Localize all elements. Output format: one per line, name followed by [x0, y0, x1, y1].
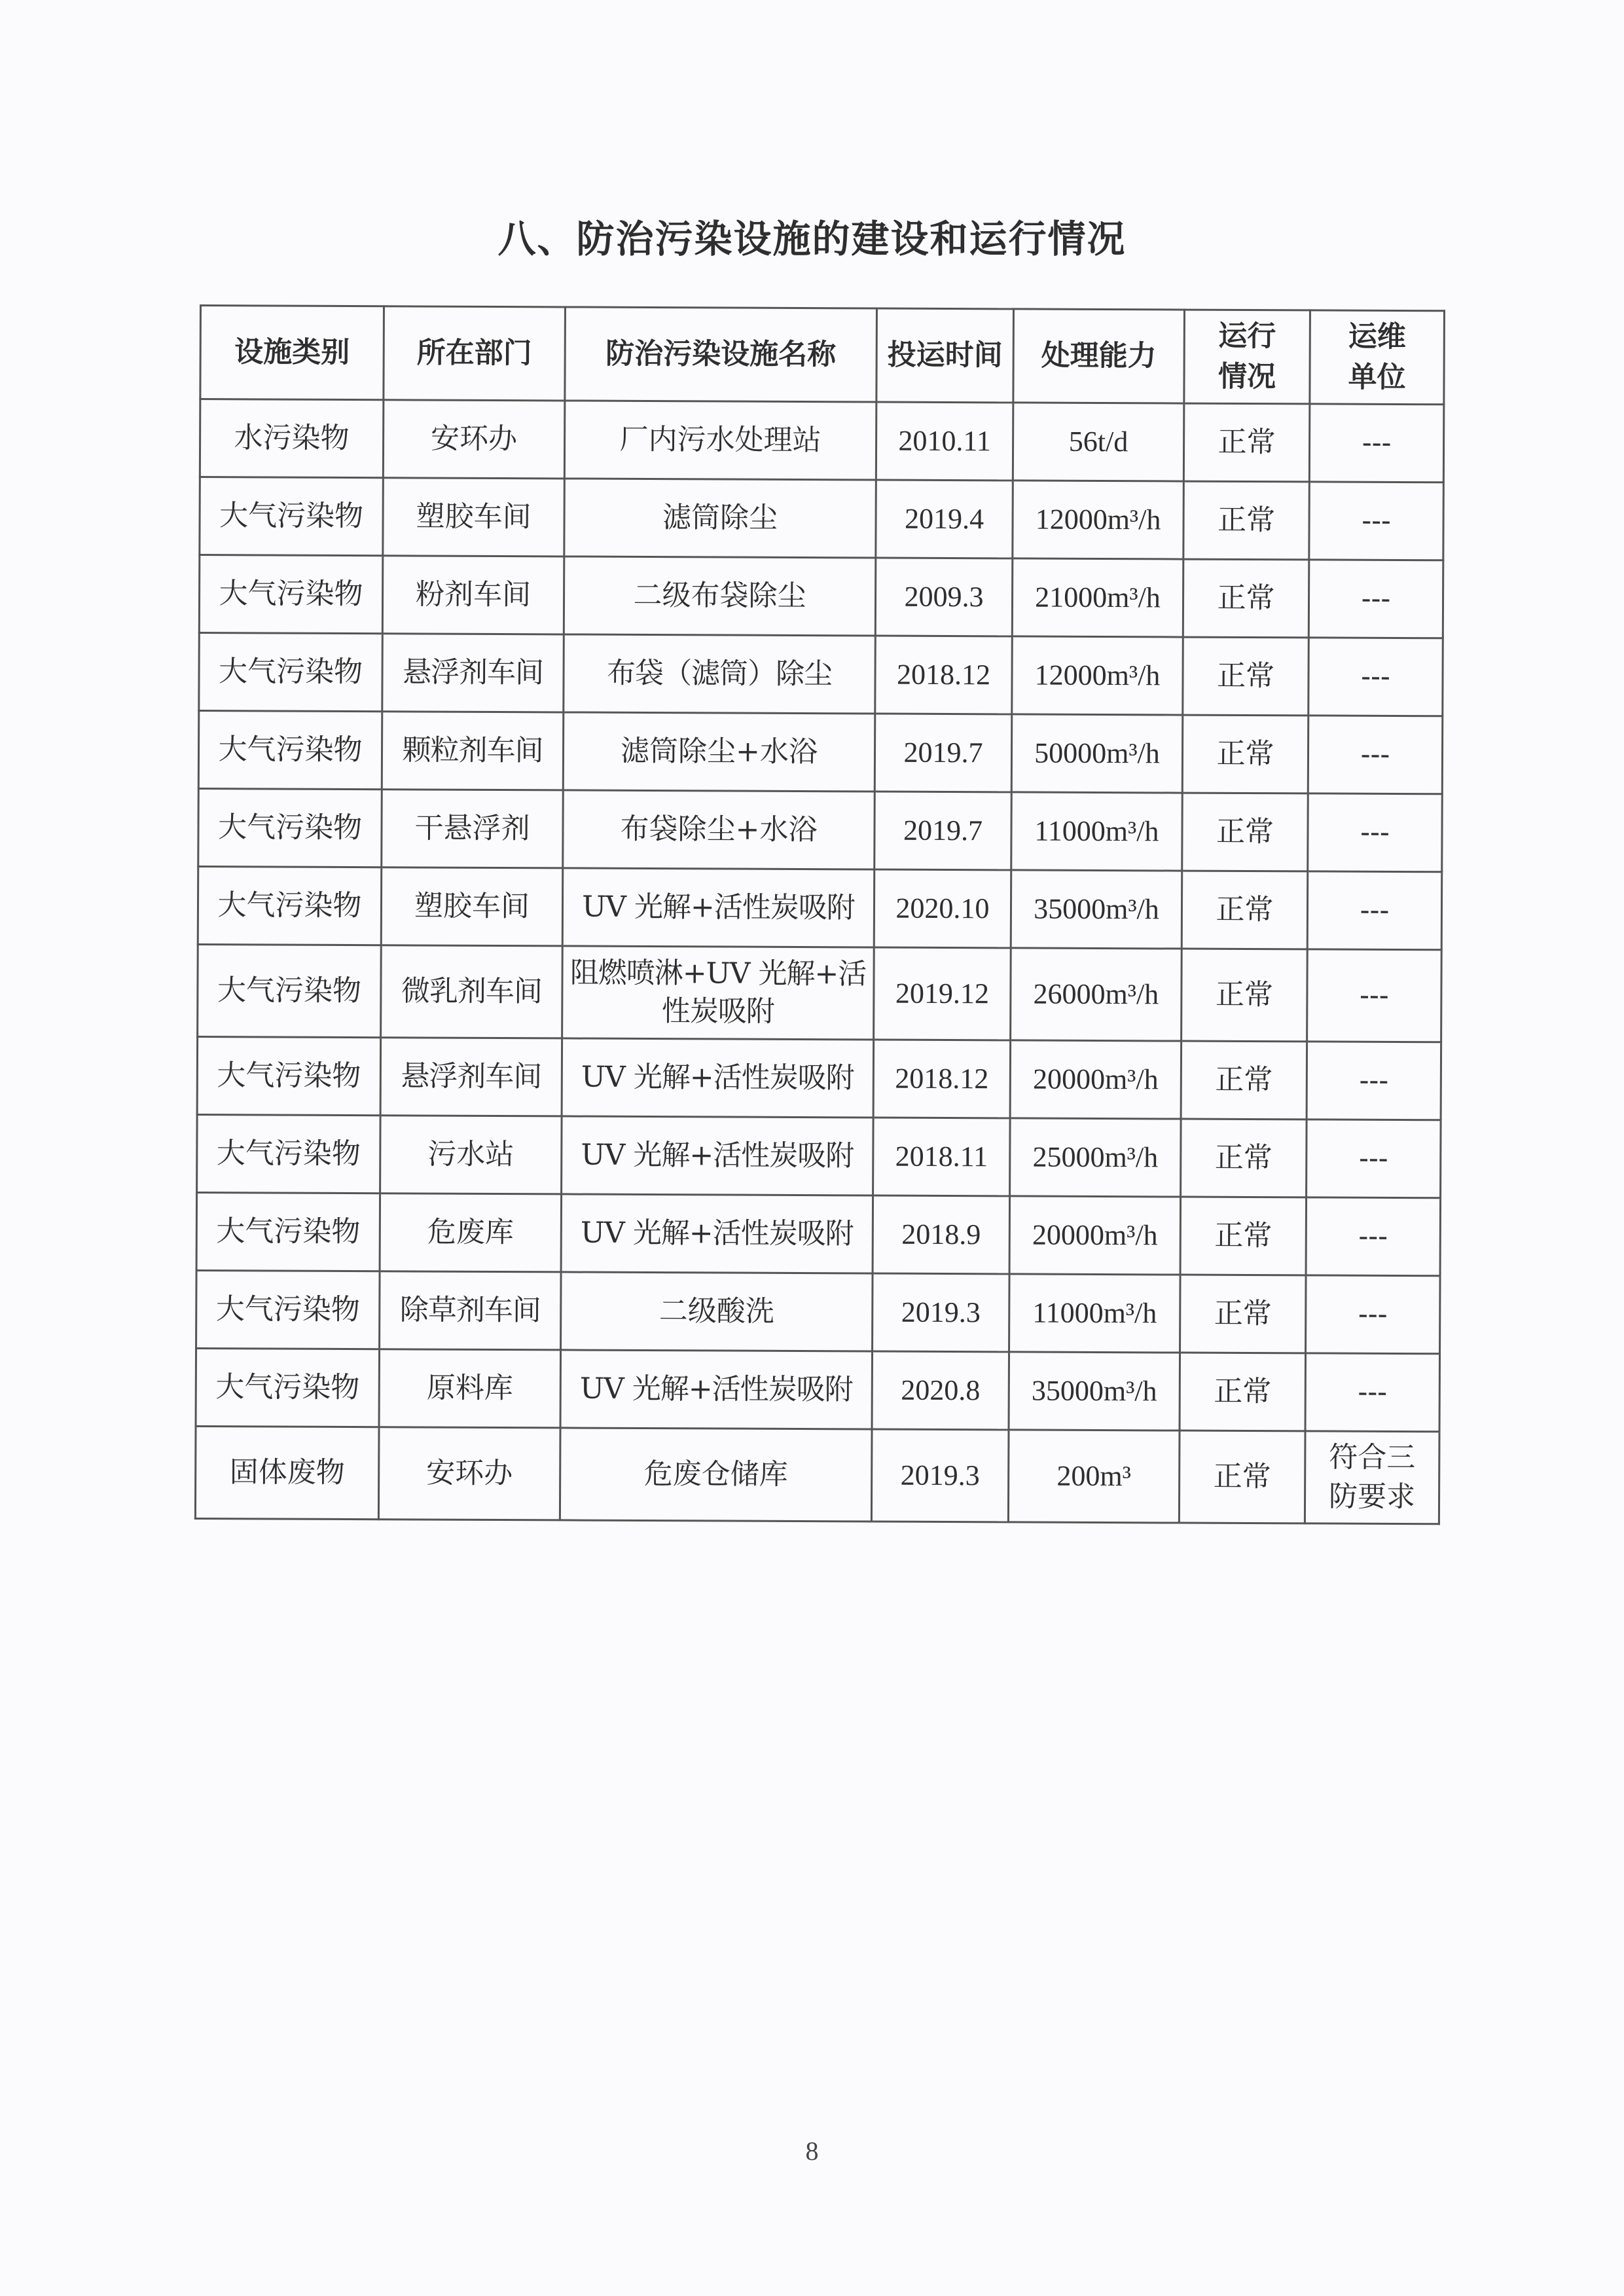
- cell-capacity: 12000m³/h: [1012, 636, 1183, 715]
- cell-status: 正常: [1183, 559, 1309, 638]
- page-title: 八、防治污染设施的建设和运行情况: [497, 217, 1127, 261]
- cell-department: 塑胶车间: [381, 867, 563, 946]
- cell-operator: ---: [1307, 1120, 1441, 1198]
- cell-operator: ---: [1308, 793, 1443, 872]
- cell-facility: 滤筒除尘+水浴: [563, 712, 875, 792]
- cell-status: 正常: [1181, 1119, 1307, 1197]
- table-row: [199, 555, 1443, 638]
- cell-commissioned: 2020.10: [874, 869, 1011, 948]
- cell-commissioned: 2018.12: [873, 1040, 1011, 1118]
- cell-facility: 危废仓储库: [560, 1428, 872, 1522]
- cell-commissioned: 2019.12: [874, 947, 1011, 1040]
- cell-facility: 厂内污水处理站: [564, 401, 876, 480]
- cell-capacity: 25000m³/h: [1010, 1118, 1182, 1197]
- cell-commissioned: 2018.11: [873, 1118, 1011, 1196]
- cell-capacity: 26000m³/h: [1011, 948, 1182, 1041]
- cell-facility: UV 光解+活性炭吸附: [562, 868, 875, 947]
- cell-commissioned: 2019.3: [873, 1273, 1010, 1352]
- header-category: 设施类别: [200, 306, 384, 400]
- cell-department: 除草剂车间: [380, 1271, 562, 1350]
- table-row: [198, 788, 1443, 871]
- cell-department: 安环办: [383, 400, 565, 479]
- cell-operator: ---: [1305, 1353, 1440, 1432]
- cell-status: 正常: [1180, 1275, 1307, 1353]
- cell-operator: 符合三防要求: [1305, 1431, 1439, 1524]
- cell-category: 大气污染物: [198, 866, 382, 945]
- cell-capacity: 50000m³/h: [1011, 714, 1183, 793]
- header-operator: 运维单位: [1310, 310, 1445, 405]
- cell-department: 悬浮剂车间: [382, 634, 564, 712]
- cell-category: 大气污染物: [198, 788, 382, 867]
- cell-operator: ---: [1307, 949, 1442, 1042]
- cell-category: 大气污染物: [198, 944, 382, 1037]
- table-row: [198, 866, 1442, 949]
- cell-operator: ---: [1308, 716, 1443, 794]
- cell-commissioned: 2018.9: [873, 1195, 1010, 1274]
- header-commissioned: 投运时间: [876, 308, 1014, 403]
- cell-operator: ---: [1309, 404, 1444, 483]
- cell-department: 粉剂车间: [382, 556, 564, 634]
- cell-category: 大气污染物: [196, 1348, 380, 1427]
- cell-facility: 二级布袋除尘: [564, 556, 876, 636]
- cell-facility: UV 光解+活性炭吸附: [561, 1194, 873, 1273]
- cell-department: 悬浮剂车间: [380, 1038, 562, 1116]
- cell-status: 正常: [1182, 793, 1308, 871]
- cell-capacity: 12000m³/h: [1013, 481, 1184, 559]
- cell-facility: 阻燃喷淋+UV 光解+活性炭吸附: [562, 946, 875, 1040]
- table-row: [195, 1426, 1439, 1523]
- table-header-row: [200, 306, 1445, 405]
- cell-facility: 滤筒除尘: [564, 479, 876, 558]
- cell-commissioned: 2019.4: [876, 480, 1013, 558]
- cell-category: 大气污染物: [199, 633, 383, 712]
- table-row: [197, 1114, 1441, 1197]
- cell-category: 大气污染物: [197, 1036, 381, 1115]
- table-row: [198, 711, 1443, 794]
- cell-status: 正常: [1181, 1041, 1307, 1120]
- cell-status: 正常: [1179, 1430, 1305, 1523]
- cell-commissioned: 2010.11: [876, 402, 1013, 481]
- cell-operator: ---: [1307, 1042, 1441, 1120]
- cell-category: 大气污染物: [199, 555, 383, 634]
- cell-operator: ---: [1306, 1197, 1441, 1276]
- cell-facility: 布袋（滤筒）除尘: [564, 634, 876, 714]
- table-row: [198, 944, 1442, 1042]
- cell-department: 颗粒剂车间: [382, 712, 564, 790]
- cell-commissioned: 2019.7: [875, 714, 1012, 792]
- cell-commissioned: 2018.12: [875, 636, 1013, 714]
- table-row: [200, 477, 1444, 560]
- cell-department: 原料库: [379, 1349, 561, 1428]
- cell-department: 微乳剂车间: [381, 945, 563, 1038]
- cell-department: 危废库: [380, 1194, 562, 1272]
- pollution-facilities-table: [194, 304, 1445, 1525]
- cell-status: 正常: [1180, 1353, 1306, 1431]
- cell-department: 安环办: [378, 1427, 560, 1520]
- cell-status: 正常: [1180, 1197, 1307, 1275]
- cell-facility: UV 光解+活性炭吸附: [562, 1116, 874, 1195]
- cell-facility: 布袋除尘+水浴: [563, 790, 875, 869]
- cell-status: 正常: [1183, 637, 1309, 716]
- cell-facility: UV 光解+活性炭吸附: [562, 1038, 874, 1118]
- cell-status: 正常: [1182, 871, 1308, 949]
- cell-commissioned: 2019.3: [871, 1429, 1009, 1522]
- cell-facility: 二级酸洗: [561, 1272, 873, 1351]
- table-row: [196, 1348, 1440, 1431]
- cell-capacity: 35000m³/h: [1011, 870, 1182, 949]
- cell-capacity: 21000m³/h: [1012, 558, 1183, 637]
- table-row: [200, 399, 1444, 483]
- header-department: 所在部门: [384, 306, 566, 401]
- cell-commissioned: 2020.8: [872, 1351, 1009, 1430]
- cell-capacity: 20000m³/h: [1010, 1040, 1182, 1119]
- page-number: 8: [805, 2136, 819, 2166]
- cell-department: 干悬浮剂: [382, 790, 564, 868]
- header-facility: 防治污染设施名称: [565, 307, 877, 402]
- table-row: [199, 633, 1443, 716]
- cell-operator: ---: [1308, 560, 1443, 638]
- cell-category: 大气污染物: [198, 711, 382, 790]
- cell-facility: UV 光解+活性炭吸附: [560, 1350, 873, 1429]
- cell-capacity: 56t/d: [1013, 403, 1184, 481]
- cell-capacity: 20000m³/h: [1009, 1196, 1181, 1275]
- cell-commissioned: 2009.3: [875, 558, 1013, 636]
- cell-department: 塑胶车间: [383, 478, 565, 556]
- cell-category: 水污染物: [200, 399, 384, 478]
- cell-department: 污水站: [380, 1116, 562, 1194]
- cell-category: 固体废物: [195, 1426, 379, 1519]
- table-row: [196, 1270, 1441, 1353]
- cell-operator: ---: [1307, 871, 1442, 950]
- cell-status: 正常: [1182, 715, 1308, 793]
- cell-operator: ---: [1306, 1275, 1441, 1354]
- cell-operator: ---: [1309, 482, 1444, 560]
- cell-status: 正常: [1183, 403, 1310, 482]
- cell-commissioned: 2019.7: [875, 792, 1012, 870]
- cell-category: 大气污染物: [196, 1192, 380, 1271]
- cell-status: 正常: [1183, 481, 1310, 560]
- cell-capacity: 200m³: [1008, 1430, 1180, 1523]
- table-row: [196, 1192, 1441, 1275]
- cell-capacity: 11000m³/h: [1011, 792, 1183, 871]
- cell-capacity: 35000m³/h: [1009, 1352, 1180, 1430]
- cell-operator: ---: [1308, 638, 1443, 716]
- cell-category: 大气污染物: [200, 477, 384, 556]
- table-row: [197, 1036, 1441, 1120]
- cell-category: 大气污染物: [196, 1270, 380, 1349]
- cell-capacity: 11000m³/h: [1009, 1274, 1181, 1353]
- header-status: 运行情况: [1184, 310, 1310, 404]
- cell-category: 大气污染物: [197, 1114, 381, 1193]
- cell-status: 正常: [1182, 949, 1308, 1042]
- header-capacity: 处理能力: [1013, 309, 1185, 403]
